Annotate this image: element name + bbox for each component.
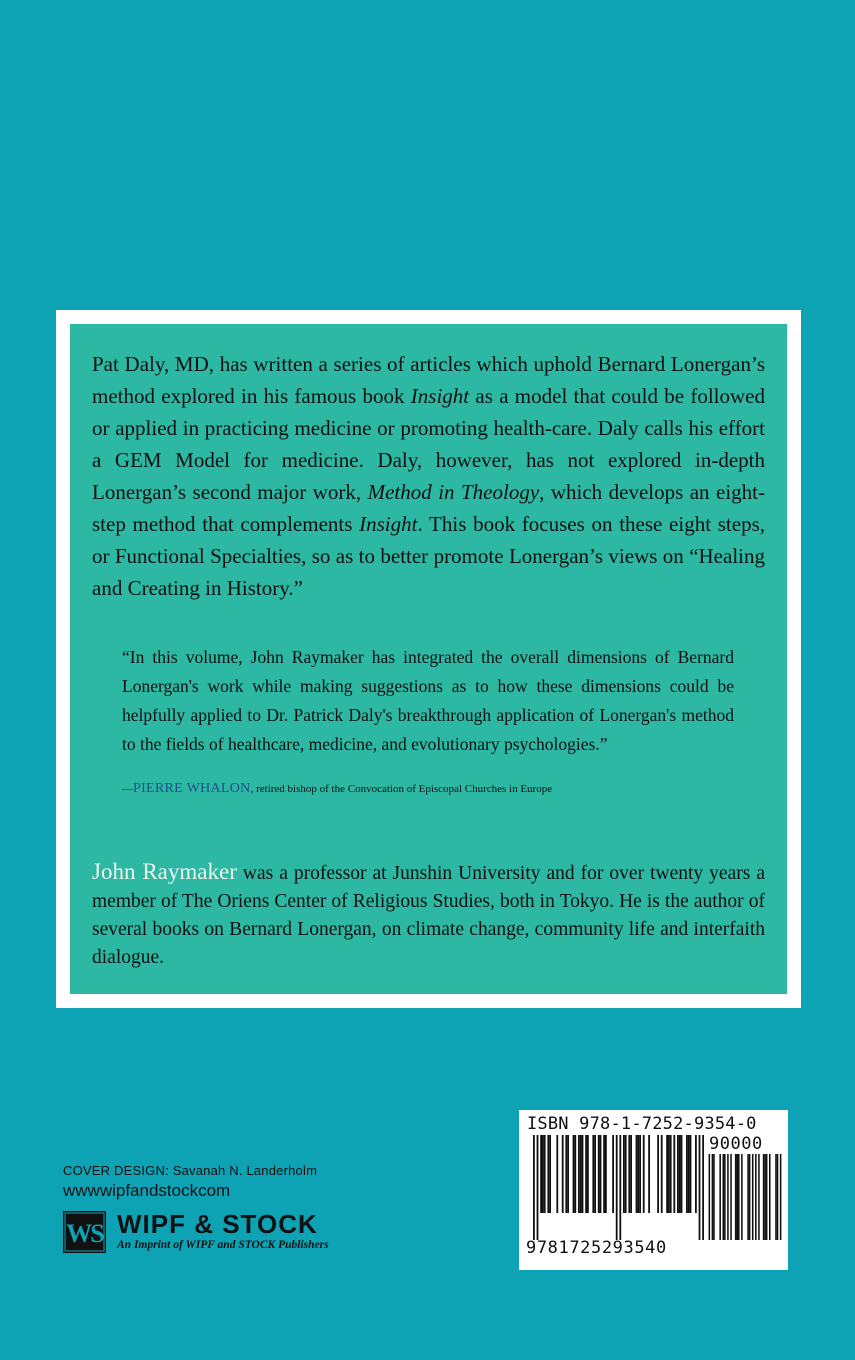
addon-bar-6	[727, 1154, 729, 1240]
blurb-frame	[56, 310, 801, 1008]
ean-bar-11	[573, 1135, 575, 1213]
ean-bar-17	[587, 1135, 589, 1213]
ean-bar-30	[630, 1135, 632, 1213]
ean-bar-14	[580, 1135, 582, 1213]
ean-bar-0	[533, 1135, 535, 1240]
addon-bar-21	[775, 1154, 777, 1240]
addon-bar-22	[777, 1154, 779, 1240]
ean-bar-24	[612, 1135, 614, 1213]
ean-bar-49	[699, 1135, 701, 1240]
endorser-name: PIERRE WHALON	[133, 781, 251, 796]
ean-digits: 9781725293540	[526, 1238, 667, 1258]
description-part-3: , which develops an eight-step method that complements	[92, 480, 765, 536]
description-part-4: . This book focuses on these eight steps, or Functional Specialties, so as to better promote Lonergan’s views on “Healing and Creating in History.”	[92, 512, 766, 600]
ean-bar-10	[567, 1135, 569, 1213]
ean-bar-7	[556, 1135, 558, 1213]
addon-bar-15	[755, 1154, 757, 1240]
ean-bar-22	[603, 1135, 605, 1213]
addon-bar-13	[749, 1154, 751, 1240]
addon-bar-2	[713, 1154, 715, 1240]
addon-bar-7	[730, 1154, 732, 1240]
ean-bar-46	[688, 1135, 690, 1213]
ean-bar-40	[670, 1135, 672, 1213]
ean-bar-8	[562, 1135, 564, 1213]
ean-bar-3	[542, 1135, 544, 1213]
ean-bar-21	[600, 1135, 602, 1213]
ean-bar-38	[666, 1135, 668, 1213]
addon-bar-23	[780, 1154, 782, 1240]
addon-bar-18	[764, 1154, 766, 1240]
addon-bar-1	[712, 1154, 714, 1240]
addon-bar-5	[724, 1154, 726, 1240]
addon-bar-19	[766, 1154, 768, 1240]
ean-bar-34	[643, 1135, 645, 1213]
ean-bar-31	[636, 1135, 638, 1213]
endorser-affiliation: , retired bishop of the Convocation of Episcopal Churches in Europe	[250, 783, 553, 795]
publisher-tagline: An Imprint of WIPF and STOCK Publishers	[117, 1239, 329, 1251]
ean-bar-37	[661, 1135, 663, 1213]
ean-bar-9	[565, 1135, 567, 1213]
ean-bar-36	[657, 1135, 659, 1213]
ean-bar-43	[679, 1135, 681, 1213]
ean-bar-15	[582, 1135, 584, 1213]
ws-logo-icon	[63, 1211, 106, 1253]
blurb-panel	[70, 324, 787, 994]
endorsement-quote: “In this volume, John Raymaker has integrated the overall dimensions of Bernard Lonergan's work while making suggestions as to how these dimensions could be helpfully applied to Dr. Patrick Daly's breakthrough application of Lonergan's method to the fields of healthcare, medicine, and evolutionary psychologies.”	[122, 647, 734, 754]
publisher-website: wwwwipfandstockcom	[63, 1181, 231, 1200]
attribution-dash: —	[122, 783, 133, 795]
title-insight: Insight	[410, 384, 470, 408]
addon-bar-0	[709, 1154, 711, 1240]
addon-bar-20	[769, 1154, 771, 1240]
description-part-1: Pat Daly, MD, has written a series of articles which uphold Bernard Lonergan’s method explored in his famous book	[92, 352, 765, 408]
addon-bar-3	[719, 1154, 721, 1240]
ean-bar-41	[673, 1135, 675, 1213]
isbn-label: ISBN 978-1-7252-9354-0	[527, 1114, 757, 1134]
title-method-in-theology: Method in Theology	[367, 480, 540, 504]
ean-bar-20	[598, 1135, 600, 1213]
ean-bar-6	[549, 1135, 551, 1213]
ean-bar-26	[619, 1135, 621, 1240]
svg-text:WS: WS	[66, 1219, 103, 1248]
publisher-logo	[63, 1211, 363, 1255]
ean-bar-2	[540, 1135, 542, 1213]
addon-bar-12	[747, 1154, 749, 1240]
addon-bar-14	[752, 1154, 754, 1240]
ean-bar-42	[677, 1135, 679, 1213]
ean-bar-1	[537, 1135, 539, 1240]
ean-bar-48	[695, 1135, 697, 1213]
ean-bar-29	[628, 1135, 630, 1213]
ean-bar-23	[605, 1135, 607, 1213]
ean-bar-39	[668, 1135, 670, 1213]
ean-bar-28	[625, 1135, 627, 1213]
addon-bar-17	[763, 1154, 765, 1240]
ean-bar-27	[623, 1135, 625, 1213]
endorsement-attribution	[122, 779, 762, 799]
ean-bar-33	[639, 1135, 641, 1213]
book-description	[92, 348, 765, 604]
price-addon-number: 90000	[709, 1134, 763, 1154]
title-insight-second: Insight	[359, 512, 418, 536]
ean-bar-25	[616, 1135, 618, 1240]
ean-bar-12	[574, 1135, 576, 1213]
addon-bar-11	[741, 1154, 743, 1240]
ean-bar-18	[592, 1135, 594, 1213]
ean-bar-35	[648, 1135, 650, 1213]
ean-bar-50	[702, 1135, 704, 1240]
isbn-barcode	[519, 1110, 788, 1270]
addon-bar-10	[738, 1154, 740, 1240]
ean-bar-16	[585, 1135, 587, 1213]
author-name: John Raymaker	[92, 859, 237, 884]
ean-bar-44	[681, 1135, 683, 1213]
ean-bar-5	[547, 1135, 549, 1213]
description-part-2: as a model that could be followed or applied in practicing medicine or promoting health-care. Daly calls his effort a GEM Model for medicine. Daly, however, has not explored in-depth Lonergan’s second major work,	[92, 384, 766, 504]
ean-bar-4	[544, 1135, 546, 1213]
ean-bar-32	[637, 1135, 639, 1213]
author-bio	[92, 858, 765, 972]
publisher-name: WIPF & STOCK	[117, 1209, 318, 1239]
addon-bar-9	[736, 1154, 738, 1240]
addon-bar-4	[723, 1154, 725, 1240]
cover-design-credit: COVER DESIGN: Savanah N. Landerholm	[63, 1163, 318, 1178]
ean-bar-47	[690, 1135, 692, 1213]
addon-bar-16	[758, 1154, 760, 1240]
ean-bar-19	[594, 1135, 596, 1213]
ean-bar-45	[686, 1135, 688, 1213]
addon-bar-8	[735, 1154, 737, 1240]
ean-bar-13	[578, 1135, 580, 1213]
author-bio-text: was a professor at Junshin University and for over twenty years a member of The Oriens Center of Religious Studies, both in Tokyo. He is the author of several books on Bernard Lonergan, on climate change, community life and interfaith dialogue.	[92, 863, 765, 968]
